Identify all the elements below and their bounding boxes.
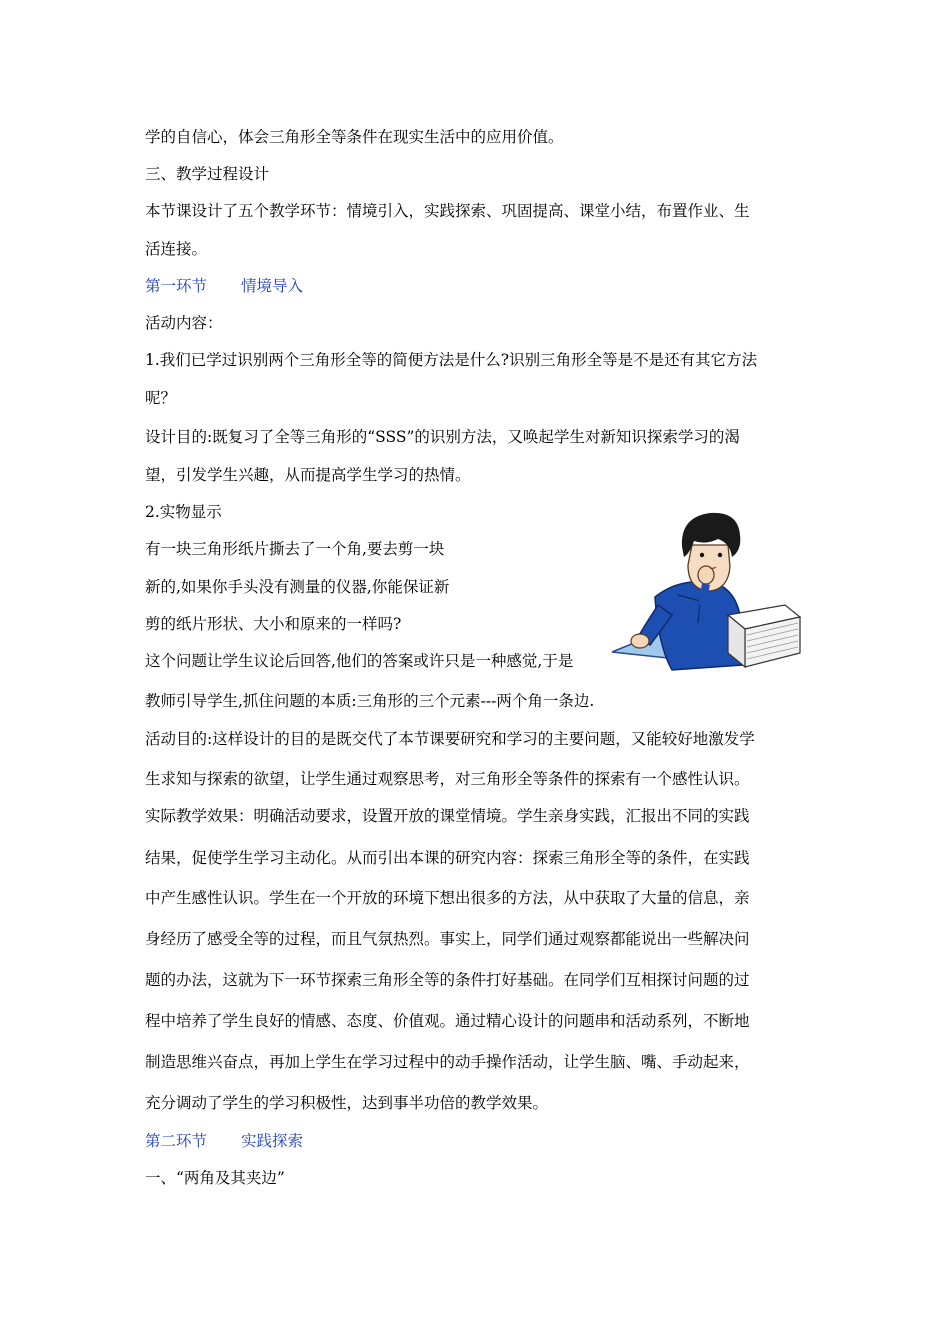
section-2-label: 第二环节 — [145, 1132, 208, 1150]
text-line: 剪的纸片形状、大小和原来的一样吗? — [145, 615, 402, 633]
text-line: 题的办法，这就为下一环节探索三角形全等的条件打好基础。在同学们互相探讨问题的过 — [145, 971, 750, 989]
text-line: 结果，促使学生学习主动化。从而引出本课的研究内容：探索三角形全等的条件，在实践 — [145, 849, 750, 867]
section-1-heading — [145, 276, 303, 296]
text-line: 学的自信心，体会三角形全等条件在现实生活中的应用价值。 — [145, 128, 564, 146]
paper-stack-icon — [728, 605, 800, 667]
text-line: 充分调动了学生的学习积极性，达到事半功倍的教学效果。 — [145, 1094, 549, 1112]
text-line: 教师引导学生,抓住问题的本质:三角形的三个元素---两个角一条边. — [145, 692, 595, 710]
text-line: 这个问题让学生议论后回答,他们的答案或许只是一种感觉,于是 — [145, 652, 574, 670]
text-line: 本节课设计了五个教学环节：情境引入，实践探索、巩固提高、课堂小结，布置作业、生 — [145, 202, 750, 220]
text-line: 呢？ — [145, 389, 177, 407]
text-line: 新的,如果你手头没有测量的仪器,你能保证新 — [145, 578, 450, 596]
text-line: 中产生感性认识。学生在一个开放的环境下想出很多的方法，从中获取了大量的信息，亲 — [145, 889, 750, 907]
section-2-heading — [145, 1131, 303, 1151]
text-line: 生求知与探索的欲望，让学生通过观察思考，对三角形全等条件的探索有一个感性认识。 — [145, 770, 750, 788]
text-line: 2.实物显示 — [145, 503, 222, 521]
text-line: 活连接。 — [145, 240, 208, 258]
text-line: 1.我们已学过识别两个三角形全等的简便方法是什么?识别三角形全等是不是还有其它方法 — [145, 351, 758, 369]
text-line: 实际教学效果：明确活动要求，设置开放的课堂情境。学生亲身实践，汇报出不同的实践 — [145, 807, 750, 825]
text-line: 活动内容： — [145, 314, 223, 332]
text-line: 活动目的:这样设计的目的是既交代了本节课要研究和学习的主要问题，又能较好地激发学 — [145, 730, 755, 748]
text-line: 有一块三角形纸片撕去了一个角,要去剪一块 — [145, 540, 445, 558]
boy-thinking-illustration — [610, 505, 805, 680]
text-line: 程中培养了学生良好的情感、态度、价值观。通过精心设计的问题串和活动系列，不断地 — [145, 1012, 750, 1030]
section-1-title: 情境导入 — [241, 277, 304, 295]
section-1-label: 第一环节 — [145, 277, 208, 295]
text-line: 一、“两角及其夹边” — [145, 1169, 285, 1187]
text-line: 制造思维兴奋点，再加上学生在学习过程中的动手操作活动，让学生脑、嘴、手动起来， — [145, 1053, 750, 1071]
text-line: 身经历了感受全等的过程，而且气氛热烈。事实上，同学们通过观察都能说出一些解决问 — [145, 930, 750, 948]
text-line: 望，引发学生兴趣，从而提高学生学习的热情。 — [145, 466, 471, 484]
text-line: 设计目的:既复习了全等三角形的“SSS”的识别方法，又唤起学生对新知识探索学习的渴 — [145, 428, 740, 446]
section-2-title: 实践探索 — [241, 1132, 304, 1150]
section-heading: 三、教学过程设计 — [145, 165, 270, 183]
